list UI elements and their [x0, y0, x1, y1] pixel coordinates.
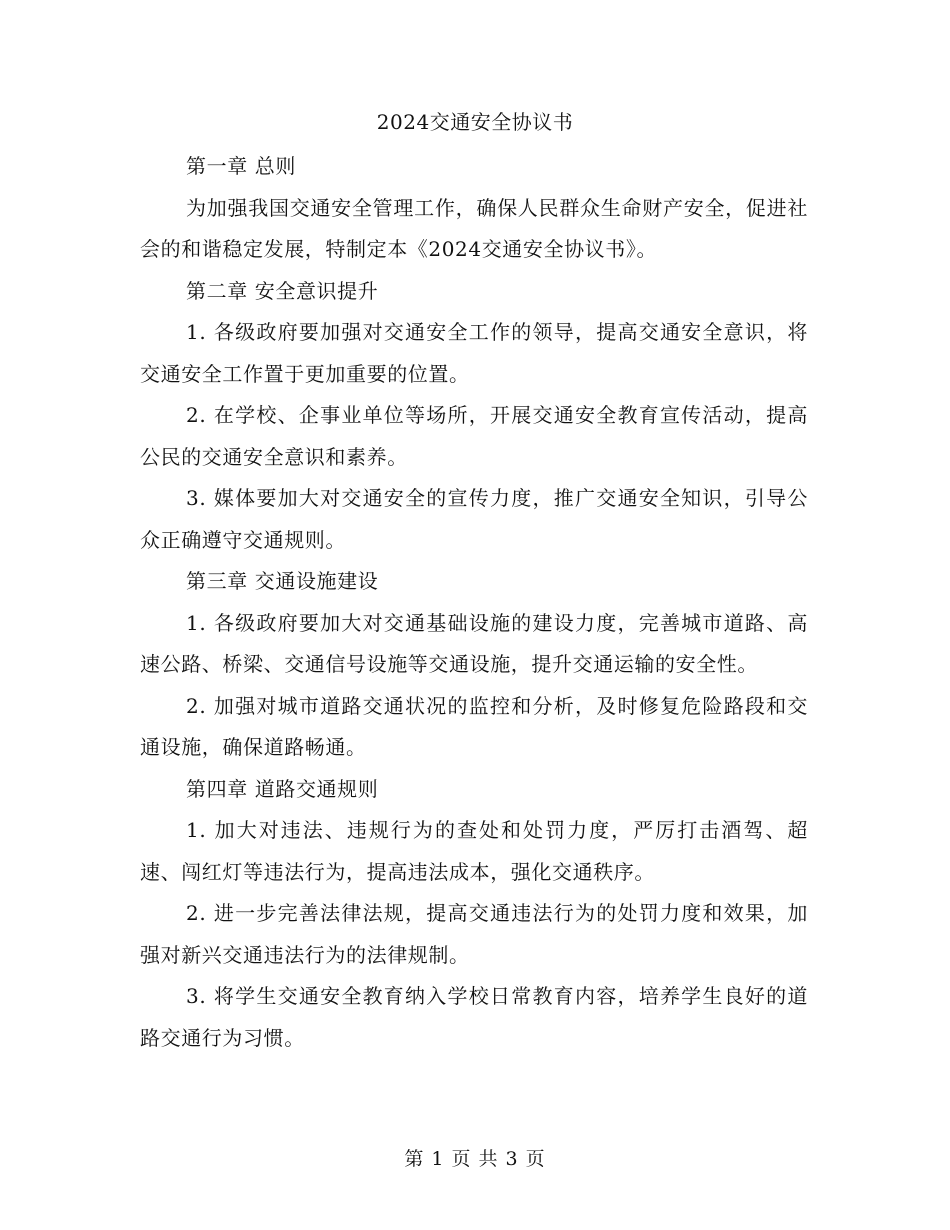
- body-paragraph: 3. 媒体要加大对交通安全的宣传力度，推广交通安全知识，引导公众正确遵守交通规则。: [140, 486, 808, 552]
- body-paragraph: 为加强我国交通安全管理工作，确保人民群众生命财产安全，促进社会的和谐稳定发展，特制定本《2024交通安全协议书》。: [140, 195, 808, 261]
- page-footer: 第 1 页 共 3 页: [404, 1148, 546, 1170]
- chapter-heading: 第二章 安全意识提升: [186, 278, 379, 303]
- body-paragraph: 1. 各级政府要加强对交通安全工作的领导，提高交通安全意识，将交通安全工作置于更加重要的位置。: [140, 320, 808, 386]
- body-paragraph: 2. 进一步完善法律法规，提高交通违法行为的处罚力度和效果，加强对新兴交通违法行为的法律规制。: [140, 901, 808, 967]
- body-paragraph: 2. 在学校、企事业单位等场所，开展交通安全教育宣传活动，提高公民的交通安全意识和素养。: [140, 403, 808, 469]
- chapter-heading: 第三章 交通设施建设: [186, 569, 379, 593]
- body-paragraph: 1. 各级政府要加大对交通基础设施的建设力度，完善城市道路、高速公路、桥梁、交通信号设施等交通设施，提升交通运输的安全性。: [140, 610, 808, 676]
- body-paragraph: 3. 将学生交通安全教育纳入学校日常教育内容，培养学生良好的道路交通行为习惯。: [140, 984, 808, 1050]
- body-paragraph: 2. 加强对城市道路交通状况的监控和分析，及时修复危险路段和交通设施，确保道路畅通。: [140, 693, 808, 759]
- document-title: 2024交通安全协议书: [376, 110, 574, 134]
- body-paragraph: 1. 加大对违法、违规行为的查处和处罚力度，严厉打击酒驾、超速、闯红灯等违法行为，提高违法成本，强化交通秩序。: [140, 818, 808, 884]
- document-body: [140, 146, 808, 1059]
- chapter-heading: 第四章 道路交通规则: [186, 776, 379, 801]
- chapter-heading: 第一章 总则: [186, 154, 296, 178]
